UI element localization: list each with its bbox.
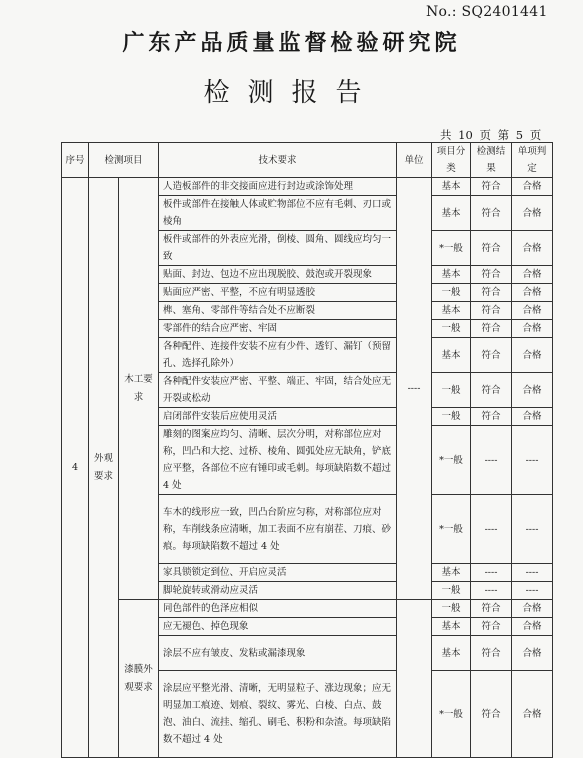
judgement-value: 合格 — [512, 636, 553, 671]
test-results-table — [61, 142, 553, 758]
judgement-value: 合格 — [512, 618, 553, 636]
header-item: 检测项目 — [89, 143, 159, 178]
judgement-value: 合格 — [512, 373, 553, 408]
requirement-text: 榫、塞角、零部件等结合处不应断裂 — [159, 302, 397, 320]
category-value: 一般 — [432, 284, 471, 302]
judgement-value: 合格 — [512, 408, 553, 426]
result-value: ---- — [471, 495, 512, 564]
judgement-value: ---- — [512, 426, 553, 495]
header-seq: 序号 — [62, 143, 89, 178]
table-header-row — [62, 143, 553, 178]
judgement-value: ---- — [512, 564, 553, 582]
judgement-value: 合格 — [512, 284, 553, 302]
requirement-text: 板件或部件的外表应光滑，倒棱、圆角、圆线应均匀一致 — [159, 231, 397, 266]
requirement-text: 板件或部件在接触人体或贮物部位不应有毛刺、刃口或棱角 — [159, 196, 397, 231]
requirement-text: 家具锁锁定到位、开启应灵活 — [159, 564, 397, 582]
result-value: 符合 — [471, 600, 512, 618]
category-value: 基本 — [432, 266, 471, 284]
category-value: 一般 — [432, 600, 471, 618]
category-value: 基本 — [432, 338, 471, 373]
subitem-label: 漆膜外观要求 — [119, 600, 159, 758]
category-value: *一般 — [432, 671, 471, 758]
table-row — [62, 178, 553, 196]
category-value: *一般 — [432, 495, 471, 564]
category-value: 基本 — [432, 636, 471, 671]
category-value: 基本 — [432, 302, 471, 320]
result-value: 符合 — [471, 671, 512, 758]
judgement-value: ---- — [512, 582, 553, 600]
requirement-text: 人造板部件的非交接面应进行封边或涂饰处理 — [159, 178, 397, 196]
requirement-text: 启闭部件安装后应使用灵活 — [159, 408, 397, 426]
requirement-text: 贴面、封边、包边不应出现脱胶、鼓泡或开裂现象 — [159, 266, 397, 284]
requirement-text: 脚轮旋转或滑动应灵活 — [159, 582, 397, 600]
category-value: 一般 — [432, 408, 471, 426]
group-label: 外观要求 — [89, 178, 119, 758]
judgement-value: 合格 — [512, 302, 553, 320]
judgement-value: 合格 — [512, 320, 553, 338]
result-value: ---- — [471, 426, 512, 495]
requirement-text: 各种配件安装应严密、平整、端正、牢固，结合处应无开裂或松动 — [159, 373, 397, 408]
judgement-value: 合格 — [512, 178, 553, 196]
category-value: 基本 — [432, 196, 471, 231]
result-value: 符合 — [471, 302, 512, 320]
category-value: 一般 — [432, 373, 471, 408]
result-value: 符合 — [471, 373, 512, 408]
result-value: 符合 — [471, 636, 512, 671]
judgement-value: 合格 — [512, 266, 553, 284]
category-value: 一般 — [432, 320, 471, 338]
requirement-text: 零部件的结合应严密、牢固 — [159, 320, 397, 338]
category-value: *一般 — [432, 426, 471, 495]
result-value: 符合 — [471, 196, 512, 231]
result-value: 符合 — [471, 320, 512, 338]
institute-name: 广东产品质量监督检验研究院 — [122, 30, 461, 56]
category-value: 基本 — [432, 564, 471, 582]
category-value: *一般 — [432, 231, 471, 266]
result-value: 符合 — [471, 618, 512, 636]
category-value: 一般 — [432, 582, 471, 600]
judgement-value: 合格 — [512, 600, 553, 618]
requirement-text: 各种配件、连接件安装不应有少件、透钉、漏钉（预留孔、选择孔除外） — [159, 338, 397, 373]
result-value: ---- — [471, 564, 512, 582]
result-value: ---- — [471, 582, 512, 600]
category-value: 基本 — [432, 178, 471, 196]
result-value: 符合 — [471, 266, 512, 284]
result-value: 符合 — [471, 338, 512, 373]
judgement-value: 合格 — [512, 196, 553, 231]
page-info: 共 10 页 第 5 页 — [440, 128, 542, 142]
requirement-text: 贴面应严密、平整，不应有明显透胶 — [159, 284, 397, 302]
result-value: 符合 — [471, 284, 512, 302]
unit-value: ---- — [397, 178, 432, 600]
report-title: 检测报告 — [203, 78, 380, 108]
header-category: 项目分类 — [432, 143, 471, 178]
requirement-text: 应无褪色、掉色现象 — [159, 618, 397, 636]
requirement-text: 车木的线形应一致，凹凸台阶应匀称，对称部位应对称，车削线条应清晰，加工表面不应有崩茬、刀痕、砂痕。每项缺陷数不超过 4 处 — [159, 495, 397, 564]
subitem-label: 木工要求 — [119, 178, 159, 600]
judgement-value: 合格 — [512, 338, 553, 373]
judgement-value: ---- — [512, 495, 553, 564]
result-value: 符合 — [471, 231, 512, 266]
report-number: No.: SQ2401441 — [426, 4, 548, 20]
requirement-text: 涂层不应有皱皮、发粘或漏漆现象 — [159, 636, 397, 671]
table-row — [62, 600, 553, 618]
result-value: 符合 — [471, 408, 512, 426]
judgement-value: 合格 — [512, 231, 553, 266]
header-unit: 单位 — [397, 143, 432, 178]
requirement-text: 雕刻的图案应均匀、清晰、层次分明，对称部位应对称，凹凸和大挖、过桥、棱角、圆弧处应无缺角，铲底应平整，各部位不应有锤印或毛刺。每项缺陷数不超过 4 处 — [159, 426, 397, 495]
category-value: 基本 — [432, 618, 471, 636]
judgement-value: 合格 — [512, 671, 553, 758]
requirement-text: 同色部件的色泽应相似 — [159, 600, 397, 618]
unit-value-empty — [397, 600, 432, 758]
sequence-number: 4 — [62, 178, 89, 758]
header-result: 检测结果 — [471, 143, 512, 178]
header-requirement: 技术要求 — [159, 143, 397, 178]
header-judgement: 单项判定 — [512, 143, 553, 178]
result-value: 符合 — [471, 178, 512, 196]
requirement-text: 涂层应平整光滑、清晰，无明显粒子、涨边现象；应无明显加工痕迹、划痕、裂纹、雾光、白棱、白点、鼓泡、油白、流挂、缩孔、刷毛、积粉和杂渣。每项缺陷数不超过 4 处 — [159, 671, 397, 758]
